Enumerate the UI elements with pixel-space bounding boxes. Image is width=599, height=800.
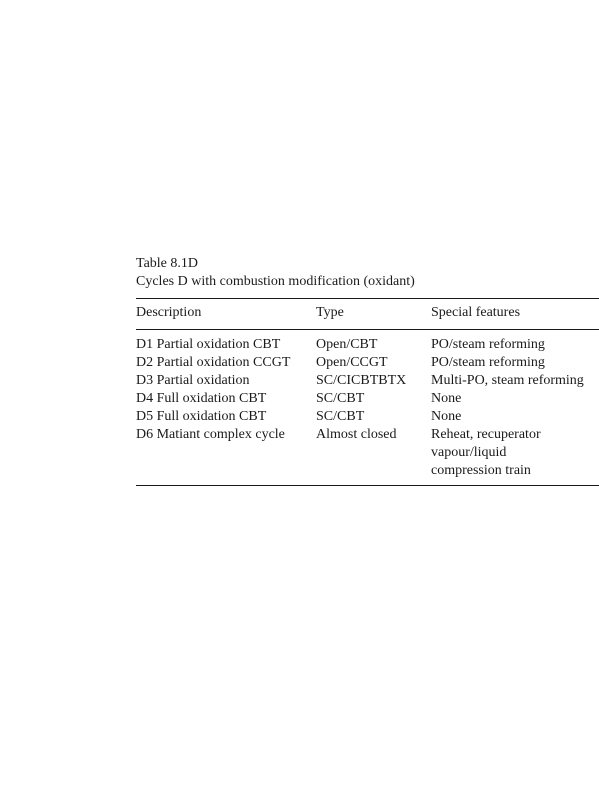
table-label: Table 8.1D <box>136 256 199 271</box>
cell-type: Almost closed <box>316 427 397 442</box>
table-row <box>136 426 599 480</box>
table-row <box>136 372 599 390</box>
cell-type: Open/CCGT <box>316 355 388 370</box>
cell-features <box>431 390 599 408</box>
header-description: Description <box>136 305 202 320</box>
cell-features <box>431 372 599 390</box>
table-body <box>136 330 599 485</box>
cell-description: D4 Full oxidation CBT <box>136 391 267 406</box>
cell-description: D1 Partial oxidation CBT <box>136 337 281 352</box>
header-type: Type <box>316 305 344 320</box>
cell-features <box>431 336 599 354</box>
cell-features <box>431 354 599 372</box>
table-row <box>136 354 599 372</box>
cell-features <box>431 426 599 480</box>
feature-line: PO/steam reforming <box>431 355 545 370</box>
table-container <box>136 255 599 486</box>
cell-description: D5 Full oxidation CBT <box>136 409 267 424</box>
cell-type: SC/CBT <box>316 391 365 406</box>
feature-line: compression train <box>431 463 531 478</box>
header-special-features: Special features <box>431 305 521 320</box>
cell-description: D2 Partial oxidation CCGT <box>136 355 291 370</box>
cell-description: D3 Partial oxidation <box>136 373 250 388</box>
bottom-rule <box>136 485 599 486</box>
cell-type: SC/CICBTBTX <box>316 373 407 388</box>
feature-line: None <box>431 409 462 424</box>
cell-type: SC/CBT <box>316 409 365 424</box>
table-title: Cycles D with combustion modification (oxidant) <box>136 274 415 289</box>
feature-line: Reheat, recuperator <box>431 427 541 442</box>
cell-description: D6 Matiant complex cycle <box>136 427 285 442</box>
feature-line: vapour/liquid <box>431 445 507 460</box>
cell-features <box>431 408 599 426</box>
table-row <box>136 336 599 354</box>
table-row <box>136 390 599 408</box>
table-header-row <box>136 299 599 329</box>
cell-type: Open/CBT <box>316 337 378 352</box>
feature-line: Multi-PO, steam reforming <box>431 373 584 388</box>
feature-line: PO/steam reforming <box>431 337 545 352</box>
feature-line: None <box>431 391 462 406</box>
table-row <box>136 408 599 426</box>
